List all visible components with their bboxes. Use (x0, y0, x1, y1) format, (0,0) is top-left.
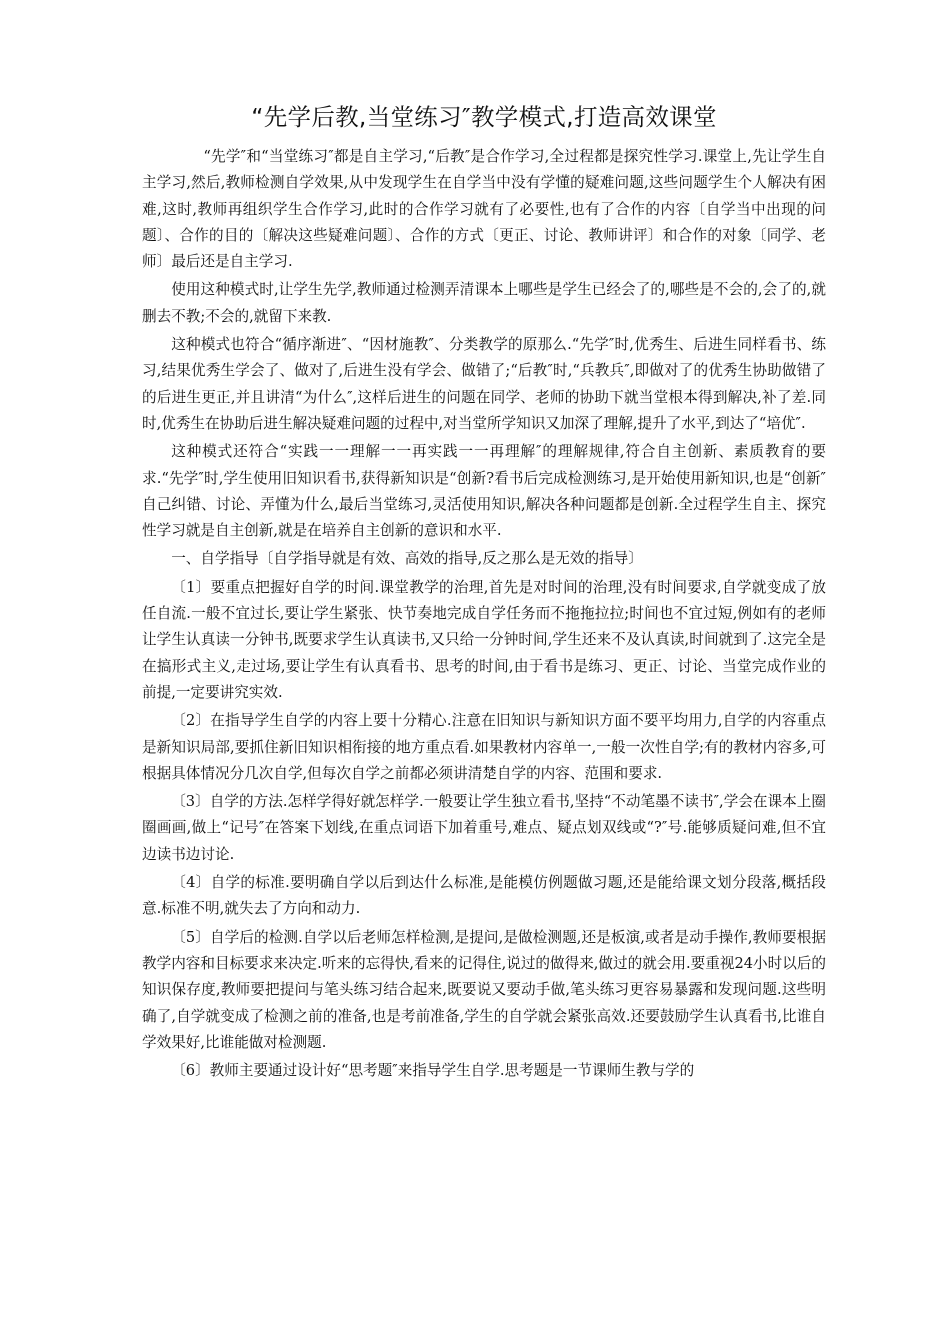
document-title: “先学后教,当堂练习″教学模式,打造高效课堂 (251, 103, 717, 131)
paragraph-item-3: 〔3〕自学的方法.怎样学得好就怎样学.一般要让学生独立看书,坚持“不动笔墨不读书″,学会在课本上圈圈画画,做上“记号″在答案下划线,在重点词语下加着重号,难点、疑点划双线或“?″号.能够质疑问难,但不宜边读书边讨论. (142, 793, 826, 863)
paragraph-item-2: 〔2〕在指导学生自学的内容上要十分精心.注意在旧知识与新知识方面不要平均用力,自学的内容重点是新知识局部,要抓住新旧知识相衔接的地方重点看.如果教材内容单一,一般一次性自学;有的教材内容多,可根据具体情况分几次自学,但每次自学之前都必须讲清楚自学的内容、范围和要求. (142, 712, 826, 782)
paragraph-item-5: 〔5〕自学后的检测.自学以后老师怎样检测,是提问,是做检测题,还是板演,或者是动手操作,教师要根据教学内容和目标要求来决定.听来的忘得快,看来的记得住,说过的做得来,做过的就会用.要重视24小时以后的知识保存度,教师要把提问与笔头练习结合起来,既要说又要动手做,笔头练习更容易暴露和发现问题.这些明确了,自学就变成了检测之前的准备,也是考前准备,学生的自学就会紧张高效.还要鼓励学生认真看书,比谁自学效果好,比谁能做对检测题. (142, 928, 826, 1051)
paragraph-2: 使用这种模式时,让学生先学,教师通过检测弄清课本上哪些是学生已经会了的,哪些是不会的,会了的,就删去不教;不会的,就留下来教. (142, 281, 826, 325)
paragraph-3: 这种模式也符合“循序渐进″、“因材施教″、分类教学的原那么.“先学″时,优秀生、后进生同样看书、练习,结果优秀生学会了、做对了,后进生没有学会、做错了;“后教″时,“兵教兵″,即做对了的优秀生协助做错了的后进生更正,并且讲清“为什么″,这样后进生的问题在同学、老师的协助下就当堂根本得到解决,补了差.同时,优秀生在协助后进生解决疑难问题的过程中,对当堂所学知识又加深了理解,提升了水平,到达了“培优″. (142, 336, 826, 432)
paragraph-item-6: 〔6〕教师主要通过设计好“思考题″来指导学生自学.思考题是一节课师生教与学的 (171, 1062, 695, 1080)
section-heading-self-study-guidance: 一、自学指导〔自学指导就是有效、高效的指导,反之那么是无效的指导〕 (171, 550, 643, 568)
paragraph-1: “先学″和“当堂练习″都是自主学习,“后教″是合作学习,全过程都是探究性学习.课堂上,先让学生自主学习,然后,教师检测自学效果,从中发现学生在自学当中没有学懂的疑难问题,这些问题学生个人解决有困难,这时,教师再组织学生合作学习,此时的合作学习就有了必要性,也有了合作的内容〔自学当中出现的问题〕、合作的目的〔解决这些疑难问题〕、合作的方式〔更正、讨论、教师讲评〕和合作的对象〔同学、老师〕最后还是自主学习. (142, 148, 826, 271)
paragraph-item-1: 〔1〕要重点把握好自学的时间.课堂教学的治理,首先是对时间的治理,没有时间要求,自学就变成了放任自流.一般不宜过长,要让学生紧张、快节奏地完成自学任务而不拖拖拉拉;时间也不宜过短,例如有的老师让学生认真读一分钟书,既要求学生认真读书,又只给一分钟时间,学生还来不及认真读,时间就到了.这完全是在搞形式主义,走过场,要让学生有认真看书、思考的时间,由于看书是练习、更正、讨论、当堂完成作业的前提,一定要讲究实效. (142, 578, 826, 701)
paragraph-4: 这种模式还符合“实践一一理解一一再实践一一再理解″的理解规律,符合自主创新、素质教育的要求.“先学″时,学生使用旧知识看书,获得新知识是“创新?看书后完成检测练习,是开始使用新知识,也是“创新″自己纠错、讨论、弄懂为什么,最后当堂练习,灵活使用知识,解决各种问题都是创新.全过程学生自主、探究性学习就是自主创新,就是在培养自主创新的意识和水平. (142, 443, 826, 540)
paragraph-item-4: 〔4〕自学的标准.要明确自学以后到达什么标准,是能模仿例题做习题,还是能给课文划分段落,概括段意.标准不明,就失去了方向和动力. (142, 874, 826, 918)
document-page (142, 98, 826, 1086)
